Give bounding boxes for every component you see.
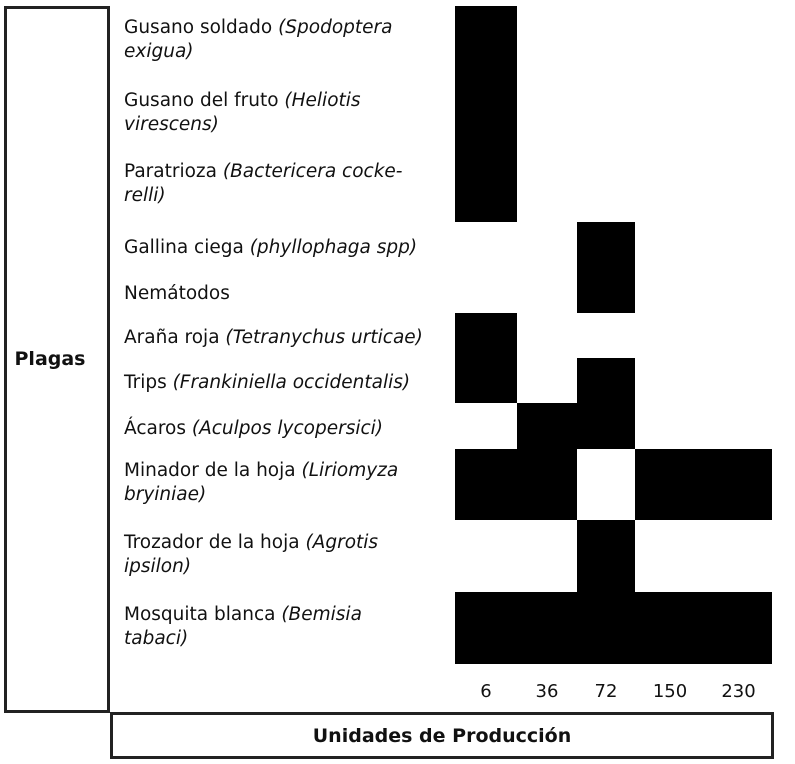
pest-scientific-name: (Frankiniella occidentalis) [172,372,411,393]
pest-common-name: Minador de la hoja [124,460,302,481]
heat-cell [455,358,517,403]
heat-cell [577,268,635,313]
pest-scientific-name: (Aculpos lycopersici) [191,418,383,439]
x-tick-label: 6 [480,681,492,702]
heat-cell [455,6,517,85]
heat-cell [635,592,705,664]
heat-cell [705,592,772,664]
pest-common-name: Gusano del fruto [124,90,285,111]
pest-common-name: Nemátodos [124,283,230,304]
heat-cell [705,449,772,520]
x-tick-label: 72 [594,681,618,702]
x-tick-label: 36 [535,681,559,702]
y-axis-title: Plagas [14,348,86,370]
heat-cell [517,592,577,664]
pest-common-name: Araña roja [124,327,226,348]
pest-common-name: Gusano soldado [124,17,279,38]
pest-scientific-name: (Bactericera cocke- [222,161,403,182]
pest-common-name: Paratrioza [124,161,223,182]
heat-cell [517,449,577,520]
heat-cell [455,449,517,520]
pest-scientific-name: (phyllophaga spp) [249,237,418,258]
pest-scientific-name: ipsilon) [124,556,192,577]
heat-cell [455,313,517,358]
x-tick-label: 230 [721,681,756,702]
pest-scientific-name: (Liriomyza [301,460,399,481]
pest-scientific-name: tabaci) [124,628,189,649]
pest-scientific-name: bryiniae) [124,484,207,505]
pest-common-name: Trozador de la hoja [124,532,306,553]
heat-cell [455,154,517,222]
heat-cell [455,85,517,154]
heat-cell [635,449,705,520]
pest-scientific-name: (Tetranychus urticae) [225,327,423,348]
heat-cell [577,222,635,268]
pest-common-name: Mosquita blanca [124,604,282,625]
pest-scientific-name: (Spodoptera [278,17,393,38]
x-axis-title-box [110,712,774,759]
heat-cell [517,403,577,449]
heat-cell [577,520,635,592]
heat-cell [577,358,635,403]
pest-scientific-name: exigua) [124,41,194,62]
x-tick-label: 150 [652,681,688,702]
x-axis-title: Unidades de Producción [312,724,572,747]
heat-cell [577,592,635,664]
pest-scientific-name: (Heliotis [284,90,361,111]
pest-scientific-name: (Bemisia [281,604,362,625]
pest-common-name: Trips [124,372,173,393]
pest-scientific-name: (Agrotis [305,532,379,553]
pest-common-name: Gallina ciega [124,237,250,258]
pest-common-name: Ácaros [124,418,192,439]
pest-scientific-name: relli) [124,185,166,206]
heat-cell [577,403,635,449]
pest-scientific-name: virescens) [124,114,219,135]
heat-cell [455,592,517,664]
